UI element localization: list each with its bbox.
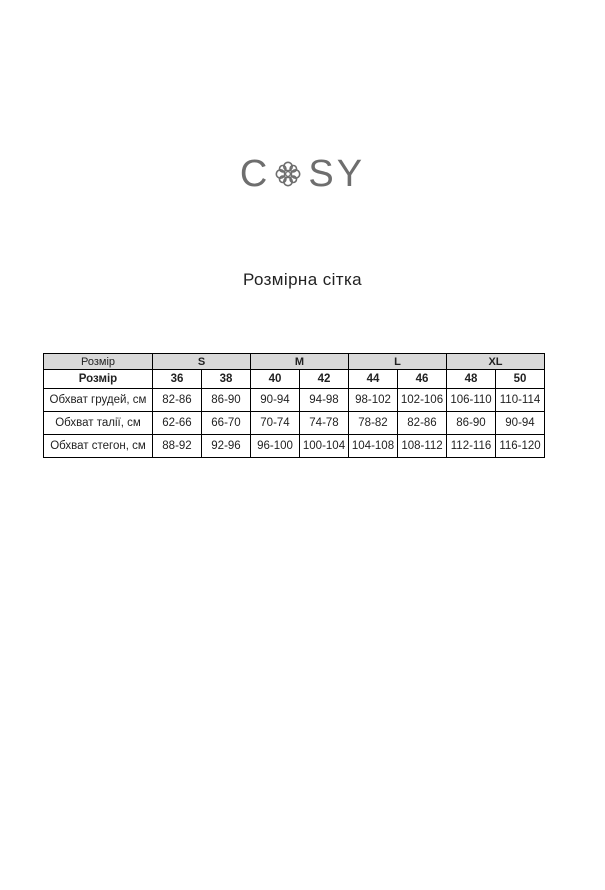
size-cell: 50 xyxy=(496,370,545,389)
table-cell: 112-116 xyxy=(447,435,496,458)
sub-label-cell: Розмір xyxy=(44,370,153,389)
size-group-l: L xyxy=(349,354,447,370)
table-cell: 86-90 xyxy=(202,389,251,412)
table-size-row xyxy=(44,370,545,389)
size-cell: 40 xyxy=(251,370,300,389)
table-cell: 94-98 xyxy=(300,389,349,412)
table-row-waist xyxy=(44,412,545,435)
page-title: Розмірна сітка xyxy=(242,270,363,289)
table-cell: 116-120 xyxy=(496,435,545,458)
table-header-row xyxy=(44,354,545,370)
table-cell: 96-100 xyxy=(251,435,300,458)
size-cell: 48 xyxy=(447,370,496,389)
row-label: Обхват талії, см xyxy=(44,412,153,435)
table-cell: 108-112 xyxy=(398,435,447,458)
table-cell: 66-70 xyxy=(202,412,251,435)
table-cell: 82-86 xyxy=(153,389,202,412)
table-cell: 86-90 xyxy=(447,412,496,435)
table-cell: 92-96 xyxy=(202,435,251,458)
row-label: Обхват грудей, см xyxy=(44,389,153,412)
table-row-chest xyxy=(44,389,545,412)
table-cell: 62-66 xyxy=(153,412,202,435)
size-group-s: S xyxy=(153,354,251,370)
table-cell: 90-94 xyxy=(251,389,300,412)
table-cell: 104-108 xyxy=(349,435,398,458)
size-cell: 46 xyxy=(398,370,447,389)
table-cell: 98-102 xyxy=(349,389,398,412)
table-cell: 88-92 xyxy=(153,435,202,458)
table-cell: 100-104 xyxy=(300,435,349,458)
table-cell: 90-94 xyxy=(496,412,545,435)
header-label-cell: Розмір xyxy=(44,354,153,370)
table-cell: 106-110 xyxy=(447,389,496,412)
table-cell: 70-74 xyxy=(251,412,300,435)
size-chart-table xyxy=(43,353,545,458)
size-group-m: M xyxy=(251,354,349,370)
table-cell: 74-78 xyxy=(300,412,349,435)
table-cell: 102-106 xyxy=(398,389,447,412)
table-cell: 82-86 xyxy=(398,412,447,435)
table-cell: 110-114 xyxy=(496,389,545,412)
brand-logo xyxy=(0,152,605,196)
flower-icon xyxy=(273,159,303,189)
table-row-hips xyxy=(44,435,545,458)
size-cell: 42 xyxy=(300,370,349,389)
row-label: Обхват стегон, см xyxy=(44,435,153,458)
logo-letter-c: C xyxy=(239,153,271,195)
size-cell: 38 xyxy=(202,370,251,389)
table-cell: 78-82 xyxy=(349,412,398,435)
logo-letters-sy: SY xyxy=(308,153,366,195)
size-group-xl: XL xyxy=(447,354,545,370)
size-cell: 44 xyxy=(349,370,398,389)
size-cell: 36 xyxy=(153,370,202,389)
